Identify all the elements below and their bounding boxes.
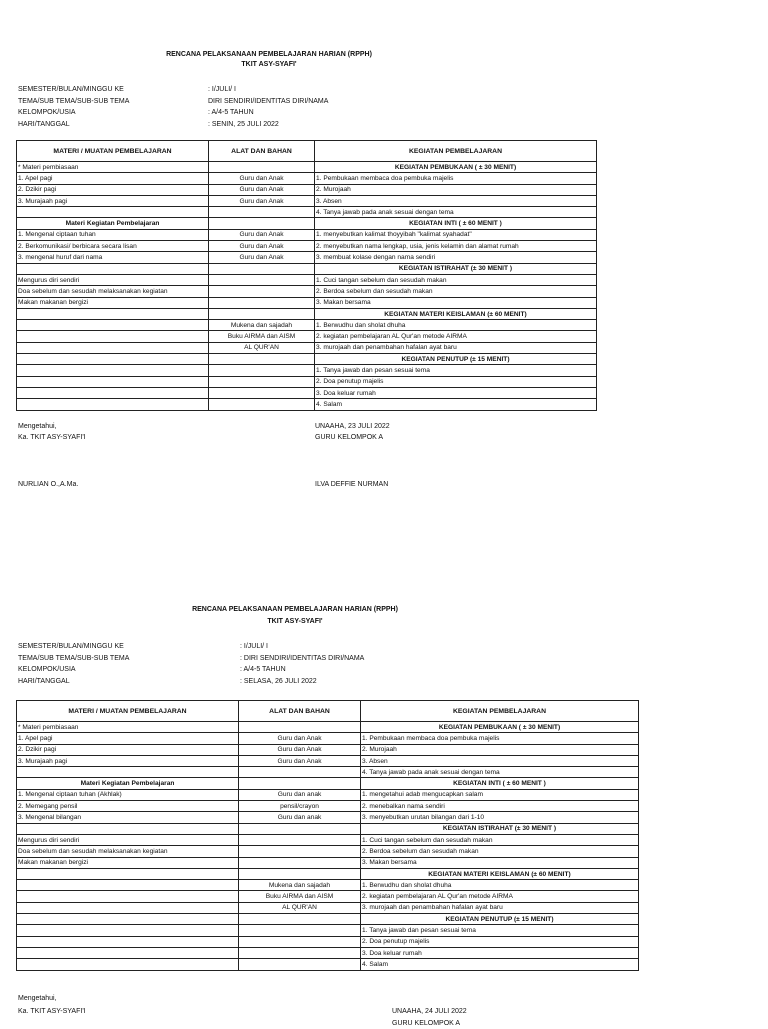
cell-kegiatan: KEGIATAN INTI ( ± 60 MENIT ) [315,218,597,229]
cell-alat [239,722,361,733]
cell-kegiatan: 1. Cuci tangan sebelum dan sesudah makan [361,834,639,845]
meta-value-semester: : I/JULI/ I [240,643,269,650]
cell-alat: Buku AIRMA dan AISM [239,891,361,902]
cell-kegiatan: 3. menyebutkan urutan bilangan dari 1-10 [361,812,639,823]
cell-kegiatan: 3. Doa keluar rumah [315,387,597,398]
cell-materi: 1. Mengenal ciptaan tuhan (Akhlak) [17,789,239,800]
cell-kegiatan: KEGIATAN ISTIRAHAT (± 30 MENIT ) [361,823,639,834]
cell-materi [17,365,209,376]
cell-materi: Doa sebelum dan sesudah melaksanakan kegiatan [17,846,239,857]
sign-right-line1: UNAAHA, 23 JULI 2022 [315,423,390,430]
cell-kegiatan: 4. Tanya jawab pada anak sesuai dengan tema [315,207,597,218]
table-row [17,733,639,744]
table-row [17,252,597,263]
cell-materi [17,880,239,891]
cell-kegiatan: 4. Tanya jawab pada anak sesuai dengan tema [361,767,639,778]
cell-kegiatan: 1. mengetahui adab mengucapkan salam [361,789,639,800]
table-row [17,342,597,353]
cell-alat: Guru dan Anak [209,229,315,240]
cell-alat [239,959,361,970]
table-row [17,789,639,800]
sign-left-line1: Mengetahui, [18,423,57,430]
cell-alat [239,947,361,958]
table-row [17,297,597,308]
sign-left-line1: Mengetahui, [18,995,57,1002]
sign-left-line2: Ka. TKIT ASY-SYAFI'I [18,1008,86,1015]
cell-kegiatan: 2. Murojaah [315,184,597,195]
cell-alat [209,365,315,376]
cell-alat [239,857,361,868]
cell-kegiatan: 1. Cuci tangan sebelum dan sesudah makan [315,274,597,285]
cell-materi: Materi Kegiatan Pembelajaran [17,778,239,789]
sign-right-name: ILVA DEFFIE NURMAN [315,481,389,488]
cell-materi: Mengurus diri sendiri [17,274,209,285]
header-materi: MATERI / MUATAN PEMBELAJARAN [17,701,239,722]
table-row [17,399,597,410]
table-row [17,936,639,947]
table-row [17,812,639,823]
cell-materi: 1. Apel pagi [17,733,239,744]
document-title: RENCANA PELAKSANAAN PEMBELAJARAN HARIAN (RPPH) [166,51,372,58]
header-kegiatan: KEGIATAN PEMBELAJARAN [315,141,597,162]
cell-materi [17,959,239,970]
sign-left-line2: Ka. TKIT ASY-SYAFI'I [18,434,86,441]
cell-kegiatan: 1. Tanya jawab dan pesan sesuai tema [361,925,639,936]
table-row [17,354,597,365]
cell-materi [17,354,209,365]
cell-materi: 2. Memegang pensil [17,801,239,812]
cell-alat: Guru dan Anak [239,744,361,755]
cell-kegiatan: 1. Berwudhu dan sholat dhuha [315,320,597,331]
cell-materi: Materi Kegiatan Pembelajaran [17,218,209,229]
sign-left-name: NURLIAN O.,A.Ma. [18,481,79,488]
table-row [17,834,639,845]
cell-alat: Guru dan Anak [209,252,315,263]
cell-kegiatan: 4. Salam [315,399,597,410]
table-row [17,286,597,297]
cell-kegiatan: 2. menebalkan nama sendiri [361,801,639,812]
cell-alat [239,936,361,947]
document-title: RENCANA PELAKSANAAN PEMBELAJARAN HARIAN (RPPH) [192,606,398,613]
cell-materi [17,868,239,879]
cell-materi: * Materi pembiasaan [17,162,209,173]
cell-alat: Guru dan Anak [239,755,361,766]
cell-materi [17,308,209,319]
cell-materi [17,376,209,387]
cell-kegiatan: 1. Pembukaan membaca doa pembuka majelis [361,733,639,744]
meta-label-tema: TEMA/SUB TEMA/SUB-SUB TEMA [18,654,130,662]
cell-kegiatan: 4. Salam [361,959,639,970]
header-alat: ALAT DAN BAHAN [239,701,361,722]
table-row [17,162,597,173]
cell-materi: 2. Berkomunikasi/ berbicara secara lisan [17,241,209,252]
cell-materi [17,207,209,218]
cell-kegiatan: 2. Berdoa sebelum dan sesudah makan [315,286,597,297]
sign-right-line1: UNAAHA, 24 JULI 2022 [392,1008,467,1015]
cell-materi: 3. Murajaah pagi [17,195,209,206]
cell-materi [17,891,239,902]
header-materi: MATERI / MUATAN PEMBELAJARAN [17,141,209,162]
cell-alat: AL QUR'AN [209,342,315,353]
cell-alat: Mukena dan sajadah [239,880,361,891]
cell-materi [17,947,239,958]
table-row [17,722,639,733]
table-row [17,857,639,868]
cell-alat [209,399,315,410]
cell-alat [209,207,315,218]
table-header-row [17,701,639,722]
cell-materi: * Materi pembiasaan [17,722,239,733]
table-row [17,891,639,902]
cell-kegiatan: 3. murojaah dan penambahan hafalan ayat baru [315,342,597,353]
cell-materi: 2. Dzikir pagi [17,184,209,195]
cell-kegiatan: 3. Makan bersama [315,297,597,308]
rpph-table [16,700,639,971]
meta-value-kelompok: : A/4-5 TAHUN [208,109,254,116]
cell-kegiatan: KEGIATAN PEMBUKAAN ( ± 30 MENIT) [361,722,639,733]
cell-materi [17,320,209,331]
cell-materi [17,767,239,778]
meta-label-kelompok: KELOMPOK/USIA [18,109,76,116]
school-name: TKIT ASY-SYAFI' [267,618,323,625]
cell-alat [239,823,361,834]
cell-alat: Guru dan Anak [209,195,315,206]
cell-materi [17,925,239,936]
cell-kegiatan: 1. Pembukaan membaca doa pembuka majelis [315,173,597,184]
meta-value-hari: : SELASA, 26 JULI 2022 [240,677,317,685]
cell-alat [209,308,315,319]
cell-kegiatan: KEGIATAN PENUTUP (± 15 MENIT) [315,354,597,365]
cell-alat [209,354,315,365]
cell-alat: Guru dan Anak [209,241,315,252]
cell-alat [209,274,315,285]
cell-materi: 3. Murajaah pagi [17,755,239,766]
cell-alat [239,834,361,845]
cell-materi: 3. mengenal huruf dari nama [17,252,209,263]
table-row [17,195,597,206]
table-row [17,184,597,195]
cell-materi [17,387,209,398]
meta-value-tema: DIRI SENDIRI/IDENTITAS DIRI/NAMA [208,97,329,105]
cell-alat [239,868,361,879]
table-row [17,846,639,857]
table-row [17,331,597,342]
cell-materi: 1. Mengenal ciptaan tuhan [17,229,209,240]
meta-label-hari: HARI/TANGGAL [18,677,70,685]
cell-kegiatan: KEGIATAN MATERI KEISLAMAN (± 60 MENIT) [315,308,597,319]
cell-kegiatan: 3. Doa keluar rumah [361,947,639,958]
cell-kegiatan: 3. Makan bersama [361,857,639,868]
table-row [17,218,597,229]
cell-kegiatan: 2. menyebutkan nama lengkap, usia, jenis kelamin dan alamat rumah [315,241,597,252]
cell-kegiatan: KEGIATAN PEMBUKAAN ( ± 30 MENIT) [315,162,597,173]
meta-label-semester: SEMESTER/BULAN/MINGGU KE [18,643,124,650]
cell-kegiatan: 3. Absen [361,755,639,766]
cell-materi: Makan makanan bergizi [17,857,239,868]
cell-alat [239,846,361,857]
rpph-table [16,140,597,411]
cell-kegiatan: 2. Murojaah [361,744,639,755]
cell-kegiatan: 1. Tanya jawab dan pesan sesuai tema [315,365,597,376]
cell-kegiatan: KEGIATAN INTI ( ± 60 MENIT ) [361,778,639,789]
table-row [17,173,597,184]
cell-alat [209,297,315,308]
cell-materi: Mengurus diri sendiri [17,834,239,845]
cell-materi [17,263,209,274]
meta-value-semester: : I/JULI/ I [208,86,237,93]
meta-label-semester: SEMESTER/BULAN/MINGGU KE [18,86,124,93]
cell-materi: Makan makanan bergizi [17,297,209,308]
table-row [17,925,639,936]
table-row [17,274,597,285]
cell-materi: 2. Dzikir pagi [17,744,239,755]
cell-materi [17,823,239,834]
cell-kegiatan: 1. menyebutkan kalimat thoyyibah "kalimat syahadat" [315,229,597,240]
table-row [17,320,597,331]
cell-alat [239,767,361,778]
table-row [17,880,639,891]
table-row [17,914,639,925]
cell-alat: pensil/crayon [239,801,361,812]
cell-materi [17,331,209,342]
cell-kegiatan: 2. kegiatan pembelajaran AL Qur'an metode AIRMA [361,891,639,902]
table-row [17,823,639,834]
meta-label-kelompok: KELOMPOK/USIA [18,666,76,673]
meta-value-tema: : DIRI SENDIRI/IDENTITAS DIRI/NAMA [240,654,365,662]
table-row [17,387,597,398]
cell-materi [17,936,239,947]
meta-label-hari: HARI/TANGGAL [18,120,70,128]
sign-right-line2: GURU KELOMPOK A [315,434,384,441]
cell-alat [209,263,315,274]
cell-alat [209,376,315,387]
table-row [17,229,597,240]
table-row [17,868,639,879]
table-header-row [17,141,597,162]
meta-label-tema: TEMA/SUB TEMA/SUB-SUB TEMA [18,97,130,105]
cell-alat: Guru dan Anak [209,173,315,184]
cell-alat [239,914,361,925]
cell-materi: 1. Apel pagi [17,173,209,184]
table-row [17,308,597,319]
meta-value-kelompok: : A/4-5 TAHUN [240,666,286,673]
cell-alat: Buku AIRMA dan AISM [209,331,315,342]
cell-materi [17,399,209,410]
cell-materi [17,914,239,925]
table-row [17,744,639,755]
cell-alat [209,286,315,297]
cell-alat [239,925,361,936]
table-row [17,755,639,766]
cell-kegiatan: 3. Absen [315,195,597,206]
table-row [17,902,639,913]
cell-alat: Mukena dan sajadah [209,320,315,331]
cell-kegiatan: 2. Doa penutup majelis [361,936,639,947]
cell-kegiatan: 3. membuat kolase dengan nama sendiri [315,252,597,263]
cell-kegiatan: KEGIATAN MATERI KEISLAMAN (± 60 MENIT) [361,868,639,879]
cell-materi: Doa sebelum dan sesudah melaksanakan kegiatan [17,286,209,297]
table-row [17,365,597,376]
cell-kegiatan: 3. murojaah dan penambahan hafalan ayat baru [361,902,639,913]
table-row [17,778,639,789]
cell-alat: Guru dan Anak [209,184,315,195]
cell-kegiatan: 1. Berwudhu dan sholat dhuha [361,880,639,891]
school-name: TKIT ASY-SYAFI' [241,61,297,68]
cell-alat [209,162,315,173]
cell-kegiatan: KEGIATAN PENUTUP (± 15 MENIT) [361,914,639,925]
cell-kegiatan: 2. kegiatan pembelajaran AL Qur'an metode AIRMA [315,331,597,342]
cell-alat [209,387,315,398]
header-kegiatan: KEGIATAN PEMBELAJARAN [361,701,639,722]
cell-alat: AL QUR'AN [239,902,361,913]
cell-alat: Guru dan anak [239,812,361,823]
table-row [17,263,597,274]
cell-alat: Guru dan anak [239,789,361,800]
cell-materi [17,902,239,913]
cell-materi: 3. Mengenal bilangan [17,812,239,823]
table-row [17,959,639,970]
header-alat: ALAT DAN BAHAN [209,141,315,162]
table-row [17,376,597,387]
cell-alat [209,218,315,229]
table-row [17,241,597,252]
cell-alat [239,778,361,789]
table-row [17,767,639,778]
sign-right-line2: GURU KELOMPOK A [392,1020,461,1027]
cell-kegiatan: 2. Berdoa sebelum dan sesudah makan [361,846,639,857]
cell-kegiatan: KEGIATAN ISTIRAHAT (± 30 MENIT ) [315,263,597,274]
cell-kegiatan: 2. Doa penutup majelis [315,376,597,387]
table-row [17,207,597,218]
table-row [17,947,639,958]
table-row [17,801,639,812]
meta-value-hari: : SENIN, 25 JULI 2022 [208,120,279,128]
cell-alat: Guru dan Anak [239,733,361,744]
cell-materi [17,342,209,353]
